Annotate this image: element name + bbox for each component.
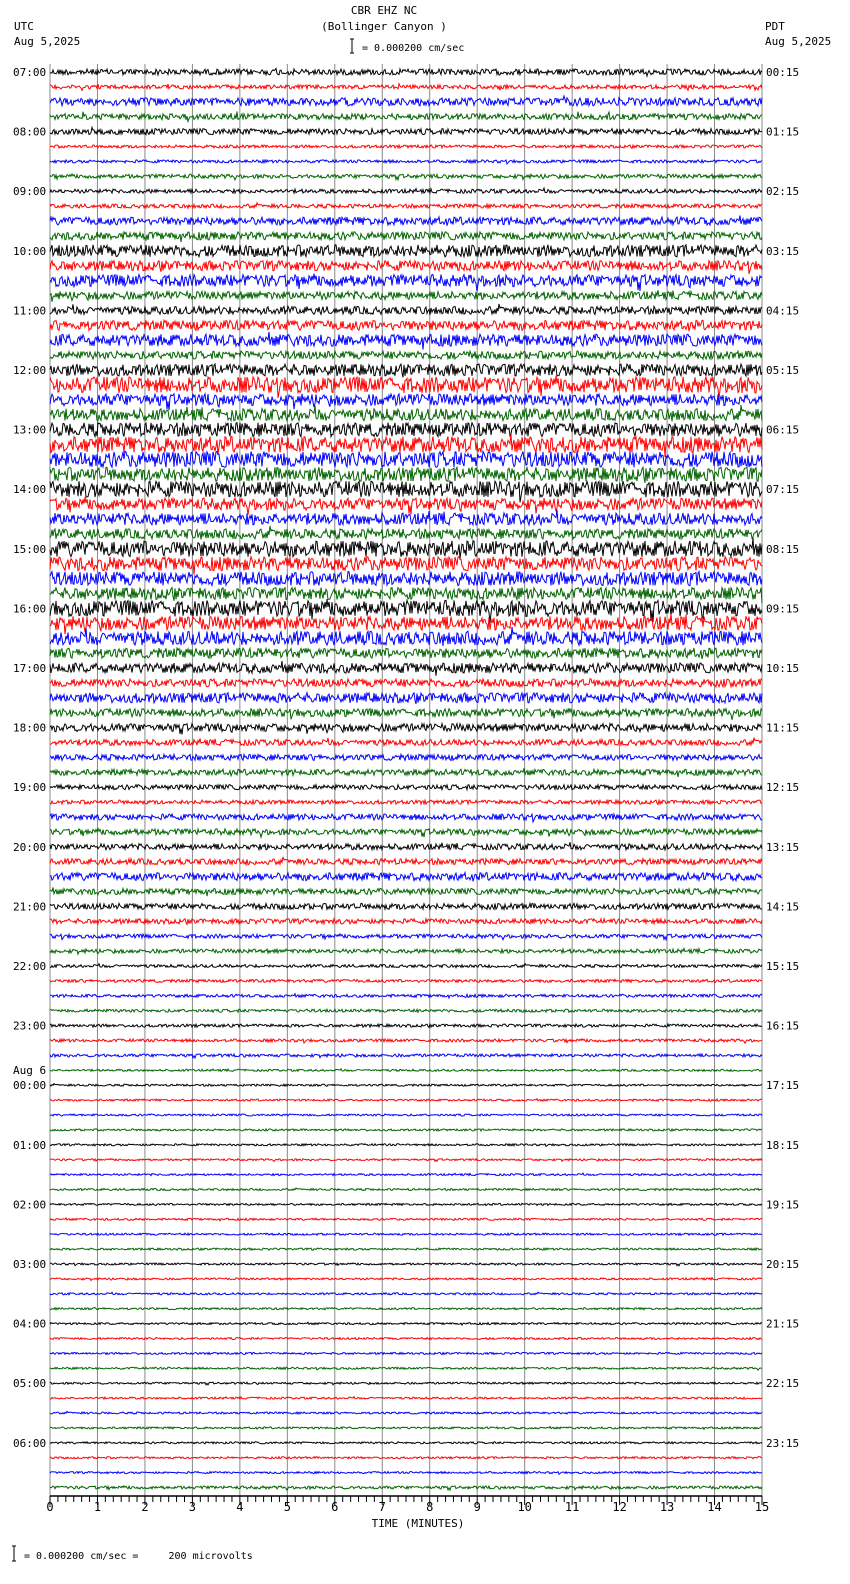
seismic-trace (50, 1024, 762, 1027)
utc-hour-label: 07:00 (13, 66, 47, 79)
traces (50, 68, 762, 1490)
pdt-hour-label: 01:15 (766, 125, 800, 139)
utc-hour-label: 03:00 (13, 1258, 47, 1271)
seismic-trace (50, 738, 762, 746)
pdt-hour-label: 16:15 (766, 1019, 800, 1033)
seismic-trace (50, 599, 762, 622)
seismic-trace (50, 364, 762, 377)
seismic-trace (50, 526, 762, 540)
pdt-hour-label: 12:15 (766, 781, 800, 795)
pdt-hour-label: 03:15 (766, 244, 800, 258)
pdt-hour-label: 07:15 (766, 483, 800, 497)
pdt-hour-label: 00:15 (766, 66, 800, 79)
x-axis (46, 1496, 769, 1514)
utc-hour-label: 21:00 (13, 900, 47, 914)
seismic-trace (50, 754, 762, 760)
seismic-trace (50, 1442, 762, 1444)
utc-hour-label: 19:00 (13, 781, 47, 795)
seismic-trace (50, 1173, 762, 1176)
x-tick-label: 15 (754, 1500, 770, 1514)
x-tick-label: 14 (707, 1500, 722, 1514)
pdt-hour-label: 02:15 (766, 185, 800, 199)
x-axis-label: TIME (MINUTES) (371, 1517, 465, 1530)
seismic-trace (50, 1472, 762, 1475)
seismic-trace (50, 497, 762, 515)
pdt-hour-label: 05:15 (766, 364, 800, 377)
pdt-hour-label: 13:15 (766, 840, 800, 854)
seismic-trace (50, 1278, 762, 1281)
seismic-trace (50, 1099, 762, 1102)
footer-scale-bar-icon (12, 1546, 16, 1561)
seismic-trace (50, 467, 762, 483)
seismic-trace (50, 423, 762, 437)
seismic-trace (50, 1144, 762, 1147)
seismic-trace (50, 1188, 762, 1191)
pdt-hour-label: 04:15 (766, 304, 800, 318)
left-timezone: UTC (14, 20, 34, 33)
scale-bar-icon (350, 39, 354, 53)
seismic-trace (50, 1114, 762, 1116)
seismic-trace (50, 481, 762, 502)
seismic-trace (50, 232, 762, 242)
seismic-trace (50, 145, 762, 148)
seismic-trace (50, 857, 762, 865)
x-tick-label: 7 (378, 1500, 386, 1514)
seismic-trace (50, 1308, 762, 1310)
pdt-hour-label: 10:15 (766, 662, 800, 675)
x-tick-label: 1 (93, 1500, 102, 1514)
x-tick-label: 0 (46, 1500, 54, 1514)
pdt-hour-label: 23:15 (766, 1436, 800, 1450)
seismic-trace (50, 934, 762, 940)
utc-hour-label: 16:00 (13, 602, 47, 616)
x-tick-label: 13 (659, 1500, 675, 1514)
seismic-trace (50, 903, 762, 909)
seismic-trace (50, 1069, 762, 1072)
seismic-trace (50, 994, 762, 998)
seismic-trace (50, 679, 762, 687)
utc-hour-label: 09:00 (13, 185, 47, 199)
right-timezone: PDT (765, 20, 785, 33)
seismic-trace (50, 724, 762, 735)
seismic-trace (50, 1129, 762, 1131)
utc-hour-label: 20:00 (13, 840, 47, 854)
pdt-hour-label: 06:15 (766, 423, 800, 437)
seismic-trace (50, 1054, 762, 1058)
pdt-hour-label: 21:15 (766, 1317, 800, 1331)
seismic-trace (50, 1352, 762, 1354)
seismic-trace (50, 785, 762, 790)
seismic-trace (50, 1248, 762, 1250)
utc-hour-label: 11:00 (13, 304, 47, 318)
seismic-trace (50, 332, 762, 350)
pdt-hour-label: 09:15 (766, 602, 800, 616)
utc-hour-label: 17:00 (13, 662, 47, 675)
pdt-hour-label: 22:15 (766, 1377, 800, 1391)
seismic-trace (50, 1457, 762, 1459)
pdt-hour-label: 20:15 (766, 1258, 800, 1271)
x-tick-label: 2 (141, 1500, 149, 1514)
seismic-trace (50, 693, 762, 704)
seismic-trace (50, 451, 762, 467)
seismic-trace (50, 320, 762, 331)
seismic-trace (50, 127, 762, 134)
utc-hour-label: 08:00 (13, 125, 47, 139)
seismic-trace (50, 768, 762, 777)
x-tick-label: 6 (331, 1500, 339, 1514)
date-change-label: Aug 6 (13, 1064, 47, 1078)
footer-scale-label: = 0.000200 cm/sec = 200 microvolts (24, 1551, 253, 1562)
seismic-trace (50, 1338, 762, 1340)
utc-hour-label: 10:00 (13, 244, 47, 258)
seismic-trace (50, 1263, 762, 1266)
left-date: Aug 5,2025 (14, 35, 81, 48)
utc-hour-label: 00:00 (13, 1079, 47, 1093)
station-subtitle: (Bollinger Canyon ) (321, 20, 447, 33)
seismic-trace (50, 1292, 762, 1295)
utc-hour-label: 18:00 (13, 721, 47, 735)
seismic-trace (50, 572, 762, 586)
utc-hour-label: 23:00 (13, 1019, 47, 1033)
seismic-trace (50, 614, 762, 634)
right-date: Aug 5,2025 (765, 35, 832, 48)
x-tick-label: 5 (283, 1500, 291, 1514)
seismic-trace (50, 245, 762, 257)
pdt-hour-label: 17:15 (766, 1079, 800, 1093)
seismic-trace (50, 919, 762, 925)
seismic-trace (50, 188, 762, 193)
pdt-hour-label: 15:15 (766, 960, 800, 973)
x-tick-label: 11 (564, 1500, 580, 1514)
seismic-trace (50, 800, 762, 804)
seismic-trace (50, 261, 762, 274)
seismic-trace (50, 84, 762, 91)
x-tick-label: 10 (517, 1500, 532, 1514)
seismic-trace (50, 1203, 762, 1205)
seismic-trace (50, 1009, 762, 1012)
seismic-trace (50, 1382, 762, 1385)
seismic-trace (50, 557, 762, 575)
seismic-trace (50, 216, 762, 226)
seismic-trace (50, 290, 762, 302)
scale-label: = 0.000200 cm/sec (362, 43, 465, 54)
x-tick-label: 4 (236, 1500, 244, 1514)
seismic-trace (50, 873, 762, 882)
seismic-trace (50, 949, 762, 955)
seismic-trace (50, 351, 762, 359)
seismic-trace (50, 1411, 762, 1414)
seismic-trace (50, 648, 762, 659)
x-tick-label: 9 (473, 1500, 481, 1514)
seismic-trace (50, 1322, 762, 1325)
seismic-trace (50, 112, 762, 122)
seismic-trace (50, 538, 762, 558)
utc-hour-label: 01:00 (13, 1138, 47, 1152)
seismic-trace (50, 96, 762, 106)
station-title: CBR EHZ NC (350, 4, 418, 17)
utc-hour-label: 12:00 (13, 364, 47, 377)
x-tick-label: 3 (188, 1500, 197, 1514)
seismic-trace (50, 274, 762, 292)
x-tick-label: 8 (426, 1500, 434, 1514)
pdt-hour-label: 08:15 (766, 542, 800, 556)
pdt-hour-label: 14:15 (766, 900, 800, 914)
pdt-hour-label: 18:15 (766, 1138, 800, 1152)
seismic-trace (50, 376, 762, 399)
seismic-trace (50, 661, 762, 676)
seismic-trace (50, 829, 762, 838)
seismic-trace (50, 1427, 762, 1430)
seismic-trace (50, 1397, 762, 1400)
seismic-trace (50, 627, 762, 646)
seismic-trace (50, 203, 762, 208)
seismic-trace (50, 1039, 762, 1043)
seismic-trace (50, 1159, 762, 1162)
seismic-trace (50, 1084, 762, 1087)
x-tick-label: 12 (612, 1500, 627, 1514)
seismic-trace (50, 1218, 762, 1221)
seismic-trace (50, 405, 762, 421)
seismic-trace (50, 964, 762, 968)
seismic-trace (50, 814, 762, 822)
seismic-trace (50, 1233, 762, 1235)
seismic-trace (50, 394, 762, 410)
utc-hour-label: 06:00 (13, 1436, 47, 1450)
seismic-trace (50, 434, 762, 457)
utc-hour-label: 04:00 (13, 1317, 47, 1331)
seismic-trace (50, 68, 762, 76)
seismic-trace (50, 708, 762, 720)
utc-hour-label: 22:00 (13, 960, 47, 973)
seismic-trace (50, 842, 762, 850)
seismic-trace (50, 160, 762, 164)
seismic-trace (50, 174, 762, 180)
seismic-trace (50, 1367, 762, 1370)
utc-hour-label: 02:00 (13, 1198, 47, 1212)
seismic-trace (50, 304, 762, 315)
seismic-trace (50, 1486, 762, 1490)
pdt-hour-label: 11:15 (766, 721, 800, 735)
seismic-trace (50, 887, 762, 896)
seismic-trace (50, 979, 762, 982)
utc-hour-label: 15:00 (13, 542, 47, 556)
pdt-hour-label: 19:15 (766, 1198, 800, 1212)
seismic-trace (50, 510, 762, 525)
utc-hour-label: 05:00 (13, 1377, 47, 1391)
seismic-trace (50, 588, 762, 604)
utc-hour-label: 13:00 (13, 423, 47, 437)
utc-hour-label: 14:00 (13, 483, 47, 497)
